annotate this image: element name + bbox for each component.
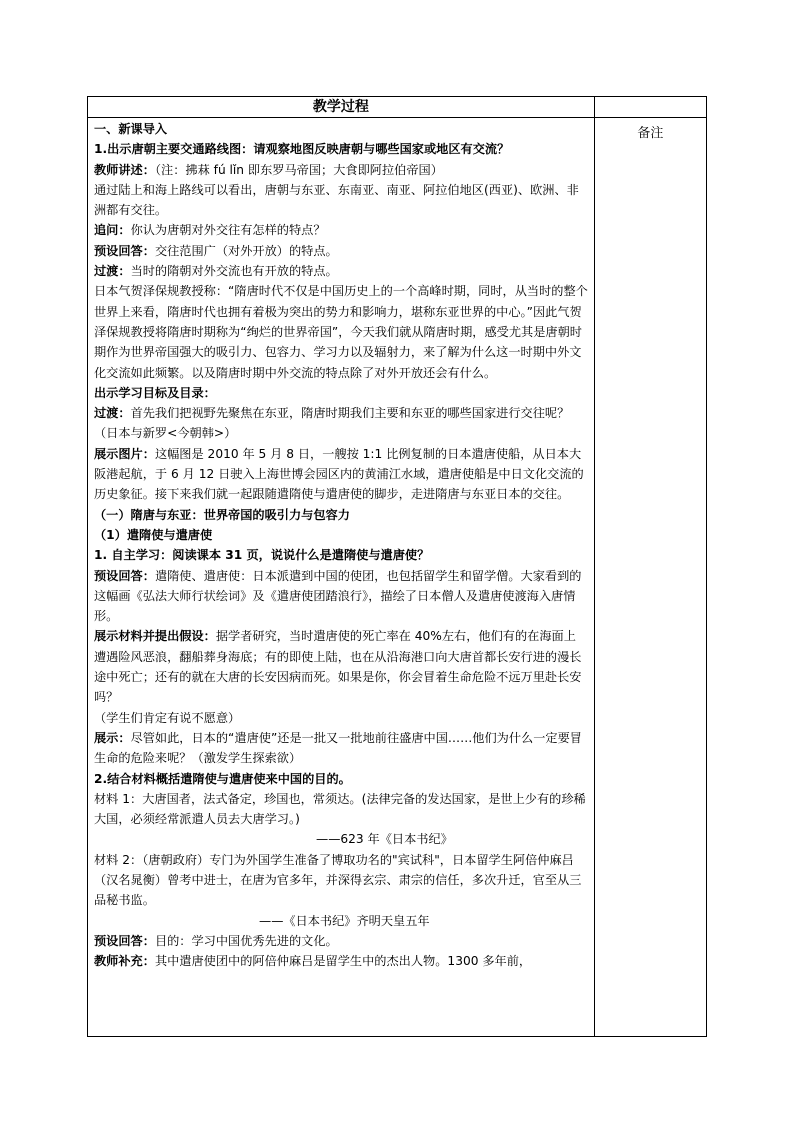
teacher-supplement: 教师补充：其中遣唐使团中的阿倍仲麻吕是留学生中的杰出人物。1300 多年前，: [94, 954, 532, 969]
step-show-map: 1.出示唐朝主要交通路线图：请观察地图反映唐朝与哪些国家或地区有交流？: [94, 142, 510, 157]
notes-header: 备注: [637, 126, 664, 141]
subsection-heading-envoys: （1）遣隋使与遣唐使: [94, 527, 213, 542]
section-heading-new-lesson: 一、新课导入: [94, 122, 168, 136]
task-summarize-purpose: 2.结合材料概括遣隋使与遣唐使来中国的目的。: [94, 771, 351, 786]
teacher-explanation: 教师讲述：（注：拂菻 fú lǐn 即东罗马帝国；大食即阿拉伯帝国）: [94, 162, 443, 177]
material-hypothesis: 展示材料并提出假设：据学者研究，当时遣唐使的死亡率在 40%左右，他们有的在海面上遭遇险风恶浪，翻船葬身海底；有的即使上陆，也在从沿海港口向大唐首都长安行进的漫长途中死亡；还有的就在大唐的长安因病而死。如果是你，你会冒着生命危险不远万里赴长安吗？: [94, 629, 582, 705]
material-1-citation: ——623 年《日本书纪》: [316, 832, 453, 847]
table-title: 教学过程: [88, 97, 595, 118]
preset-answer-3: 预设回答：目的：学习中国优秀先进的文化。: [94, 933, 338, 948]
transition-1: 过渡：当时的隋朝对外交流也有开放的特点。: [94, 264, 338, 279]
table-header-row: [88, 97, 707, 118]
self-study-task: 1. 自主学习：阅读课本 31 页，说说什么是遣隋使与遣唐使？: [94, 548, 430, 563]
student-response-note: （学生们肯定有说不愿意）: [94, 710, 241, 725]
table-body-row: [88, 118, 707, 1037]
notes-cell: [594, 118, 706, 1037]
paragraph-professor-quote: 日本气贺泽保规教授称：“隋唐时代不仅是中国历史上的一个高峰时期，同时，从当时的整个世界上来看，隋唐时代也拥有着极为突出的势力和影响力，堪称东亚世界的中心。”因此气贺泽保规教授将隋唐时期称为“绚烂的世界帝国”，今天我们就从隋唐时期，感受尤其是唐朝时期作为世界帝国强大的吸引力、包容力、学习力以及辐射力，来了解为什么这一时期中外文化交流如此频繁。以及隋唐时期中外交流的特点除了对外开放还会有什么。: [94, 284, 588, 380]
transition-2: 过渡：首先我们把视野先聚焦在东亚，隋唐时期我们主要和东亚的哪些国家进行交往呢？（日本与新罗<今朝韩>）: [94, 406, 570, 441]
preset-answer-1: 预设回答：交往范围广（对外开放）的特点。: [94, 243, 338, 258]
show-picture: 展示图片：这幅图是 2010 年 5 月 8 日，一艘按 1:1 比例复制的日本遣唐使船，从日本大阪港起航，于 6 月 12 日驶入上海世博会园区内的黄浦江水域，遣唐使船是中日文化交流的历史象征。接下来我们就一起跟随遣隋使与遣唐使的脚步，走进隋唐与东亚日本的交往。: [94, 446, 584, 502]
preset-answer-2: 预设回答：遣隋使、遣唐使：日本派遣到中国的使团，也包括留学生和留学僧。大家看到的这幅画《弘法大师行状绘词》及《遣唐使团踏浪行》，描绘了日本僧人及遣唐使渡海入唐情形。: [94, 568, 582, 624]
section-heading-sui-tang-east-asia: （一）隋唐与东亚：世界帝国的吸引力与包容力: [94, 507, 350, 522]
teaching-process-cell: [88, 118, 595, 1037]
lesson-plan-table: [87, 96, 707, 1037]
material-1: 材料 1：大唐国者，法式备定，珍国也，常须达。(法律完备的发达国家，是世上少有的珍稀大国，必须经常派遣人员去大唐学习。): [94, 791, 586, 827]
table-header-empty-cell: [594, 97, 706, 118]
paragraph-routes: 通过陆上和海上路线可以看出，唐朝与东亚、东南亚、南亚、阿拉伯地区(西亚)、欧洲、非洲都有交往。: [94, 182, 579, 218]
learning-goals-heading: 出示学习目标及目录：: [94, 385, 216, 400]
material-2: 材料 2：（唐朝政府）专门为外国学生准备了博取功名的"宾试科"，日本留学生阿倍仲麻吕（汉名晁衡）曾考中进士，在唐为官多年，并深得玄宗、肃宗的信任，多次升迁，官至从三品秘书监。: [94, 852, 582, 908]
display-paragraph: 展示：尽管如此，日本的“遣唐使”还是一批又一批地前往盛唐中国……他们为什么一定要冒生命的危险来呢？（激发学生探索欲）: [94, 730, 582, 766]
material-2-citation: ——《日本书纪》齐明天皇五年: [259, 913, 430, 928]
follow-up-question: 追问：你认为唐朝对外交往有怎样的特点？: [94, 223, 326, 238]
teaching-process-content: [88, 118, 594, 971]
